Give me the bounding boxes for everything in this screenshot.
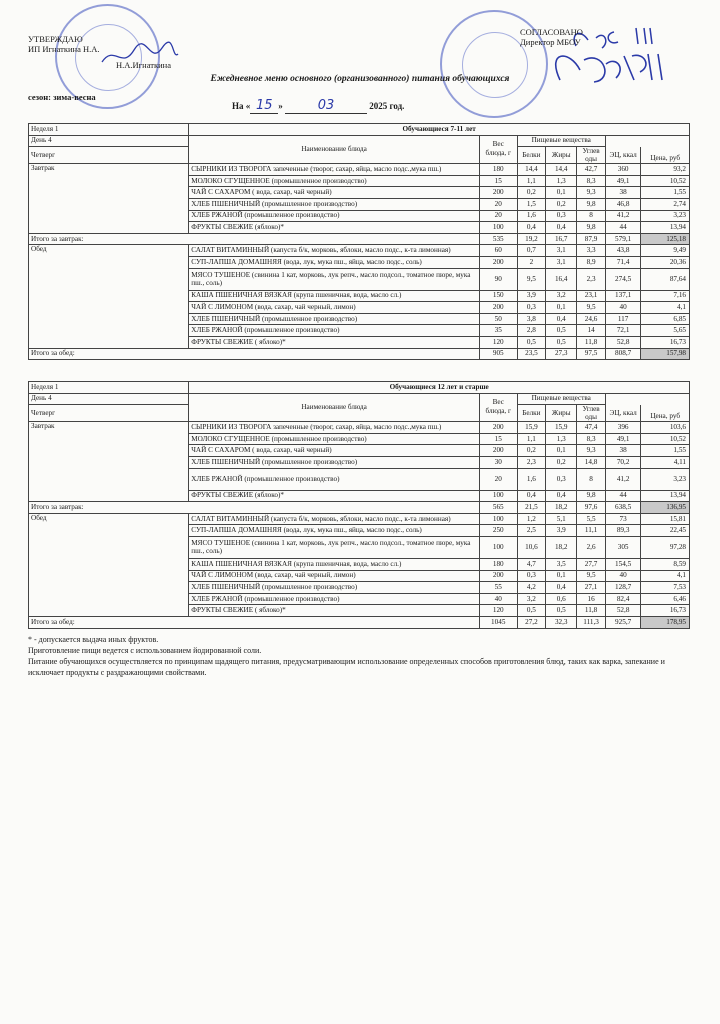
dish-price: 3,23	[641, 210, 690, 222]
dish-protein: 2,5	[517, 525, 546, 537]
dish-name: ХЛЕБ РЖАНОЙ (промышленное производство)	[189, 210, 480, 222]
dish-carb: 9,3	[577, 187, 606, 199]
dish-fat: 5,1	[546, 513, 577, 525]
dish-fat: 3,1	[546, 245, 577, 257]
meal-name: Завтрак	[29, 422, 189, 502]
dish-weight: 200	[479, 422, 517, 434]
dish-fat: 15,9	[546, 422, 577, 434]
dish-carb: 24,6	[577, 313, 606, 325]
agreed-block	[520, 27, 583, 47]
col-nutrients-header: Пищевые вещества	[517, 135, 605, 147]
dish-fat: 0,4	[546, 313, 577, 325]
dish-carb: 8,3	[577, 175, 606, 187]
dish-weight: 30	[479, 456, 517, 468]
dish-name: КАША ПШЕНИЧНАЯ ВЯЗКАЯ (крупа пшеничная, вода, масло сл.)	[189, 558, 480, 570]
weekday-label: Четверг	[29, 147, 189, 164]
dish-protein: 4,2	[517, 582, 546, 594]
total-carb: 87,9	[577, 233, 606, 245]
dish-weight: 50	[479, 313, 517, 325]
total-price: 136,95	[641, 502, 690, 514]
dish-price: 5,65	[641, 325, 690, 337]
dish-price: 6,85	[641, 313, 690, 325]
dish-name: ЧАЙ С ЛИМОНОМ (вода, сахар, чай черный, лимон)	[189, 302, 480, 314]
date-prefix: На «	[232, 101, 251, 111]
dish-name: ФРУКТЫ СВЕЖИЕ (яблоко)*	[189, 222, 480, 234]
dish-price: 6,46	[641, 593, 690, 605]
dish-protein: 1,1	[517, 433, 546, 445]
dish-energy: 44	[605, 490, 640, 502]
total-carb: 111,3	[577, 616, 606, 628]
group-title: Обучающиеся 12 лет и старше	[189, 382, 690, 394]
date-year: 2025 год.	[369, 101, 405, 111]
weekday-label: Четверг	[29, 405, 189, 422]
dish-energy: 89,3	[605, 525, 640, 537]
dish-price: 22,45	[641, 525, 690, 537]
dish-price: 13,94	[641, 490, 690, 502]
dish-protein: 0,2	[517, 187, 546, 199]
day-label: День 4	[29, 393, 189, 405]
dish-weight: 55	[479, 582, 517, 594]
dish-fat: 0,3	[546, 210, 577, 222]
dish-weight: 15	[479, 175, 517, 187]
table-row	[29, 422, 690, 434]
col-protein-header: Белки	[517, 405, 546, 422]
approve-name: ИП Игнаткина Н.А.	[28, 44, 100, 54]
agreed-title: Директор МБОУ	[520, 37, 581, 47]
dish-energy: 73	[605, 513, 640, 525]
dish-price: 1,55	[641, 187, 690, 199]
dish-energy: 360	[605, 164, 640, 176]
dish-fat: 0,4	[546, 582, 577, 594]
dish-weight: 200	[479, 302, 517, 314]
dish-protein: 1,6	[517, 210, 546, 222]
dish-name: САЛАТ ВИТАМИННЫЙ (капуста б/к, морковь, яблоки, масло подс., к-та лимонная)	[189, 245, 480, 257]
dish-name: ХЛЕБ РЖАНОЙ (промышленное производство)	[189, 325, 480, 337]
dish-energy: 43,8	[605, 245, 640, 257]
dish-fat: 14,4	[546, 164, 577, 176]
dish-carb: 14,8	[577, 456, 606, 468]
dish-weight: 120	[479, 605, 517, 617]
header-empty	[605, 393, 689, 405]
total-row	[29, 348, 690, 360]
approve-label: УТВЕРЖДАЮ	[28, 34, 83, 44]
total-energy: 579,1	[605, 233, 640, 245]
total-energy: 925,7	[605, 616, 640, 628]
dish-carb: 8	[577, 468, 606, 490]
dish-weight: 15	[479, 433, 517, 445]
meal-name: Завтрак	[29, 164, 189, 234]
dish-weight: 120	[479, 336, 517, 348]
dish-carb: 27,1	[577, 582, 606, 594]
dish-protein: 2	[517, 256, 546, 268]
footer-notes	[28, 634, 698, 678]
dish-fat: 0,5	[546, 325, 577, 337]
dish-energy: 396	[605, 422, 640, 434]
dish-name: ХЛЕБ РЖАНОЙ (промышленное производство)	[189, 468, 480, 490]
dish-weight: 200	[479, 256, 517, 268]
table-row	[29, 513, 690, 525]
col-weight-header: Вес блюда, г	[479, 393, 517, 422]
dish-fat: 16,4	[546, 268, 577, 290]
dish-name: ХЛЕБ ПШЕНИЧНЫЙ (промышленное производство)	[189, 198, 480, 210]
total-price: 157,98	[641, 348, 690, 360]
dish-energy: 44	[605, 222, 640, 234]
dish-weight: 40	[479, 593, 517, 605]
meal-name: Обед	[29, 513, 189, 616]
dish-weight: 100	[479, 490, 517, 502]
dish-weight: 20	[479, 198, 517, 210]
approve-signature-name: Н.А.Игнаткина	[116, 60, 171, 70]
header-empty	[605, 135, 689, 147]
dish-carb: 2,6	[577, 536, 606, 558]
day-label: День 4	[29, 135, 189, 147]
total-weight: 905	[479, 348, 517, 360]
total-label: Итого за завтрак:	[29, 502, 480, 514]
dish-weight: 200	[479, 445, 517, 457]
total-fat: 32,3	[546, 616, 577, 628]
footer-note-diet: Питание обучающихся осуществляется по принципам щадящего питания, предусматривающим использование определенных способов приготовления блюд, таких как варка, запекание и исключает продукты с раздражающими свойствами.	[28, 657, 665, 677]
col-protein-header: Белки	[517, 147, 546, 164]
dish-energy: 137,1	[605, 290, 640, 302]
total-weight: 565	[479, 502, 517, 514]
dish-energy: 117	[605, 313, 640, 325]
dish-price: 16,73	[641, 605, 690, 617]
dish-price: 7,53	[641, 582, 690, 594]
dish-weight: 200	[479, 187, 517, 199]
dish-protein: 0,7	[517, 245, 546, 257]
dish-fat: 0,2	[546, 198, 577, 210]
total-carb: 97,5	[577, 348, 606, 360]
dish-name: ХЛЕБ ПШЕНИЧНЫЙ (промышленное производство)	[189, 313, 480, 325]
dish-energy: 49,1	[605, 175, 640, 187]
col-energy-header: ЭЦ, ккал	[605, 147, 640, 164]
dish-fat: 0,6	[546, 593, 577, 605]
menu-table-7-11	[28, 123, 690, 360]
dish-energy: 41,2	[605, 210, 640, 222]
total-fat: 27,3	[546, 348, 577, 360]
dish-name: ФРУКТЫ СВЕЖИЕ ( яблоко)*	[189, 336, 480, 348]
dish-protein: 1,5	[517, 198, 546, 210]
dish-protein: 0,2	[517, 445, 546, 457]
week-label: Неделя 1	[29, 382, 189, 394]
total-label: Итого за обед:	[29, 616, 480, 628]
dish-carb: 8	[577, 210, 606, 222]
total-price: 178,95	[641, 616, 690, 628]
dish-price: 8,59	[641, 558, 690, 570]
dish-name: ФРУКТЫ СВЕЖИЕ ( яблоко)*	[189, 605, 480, 617]
total-protein: 19,2	[517, 233, 546, 245]
season-label: сезон: зима-весна	[28, 92, 96, 102]
dish-fat: 0,1	[546, 302, 577, 314]
dish-carb: 23,1	[577, 290, 606, 302]
menu-table-12-plus	[28, 381, 690, 629]
dish-protein: 0,3	[517, 302, 546, 314]
total-row	[29, 233, 690, 245]
dish-weight: 150	[479, 290, 517, 302]
col-weight-header: Вес блюда, г	[479, 135, 517, 164]
dish-energy: 46,8	[605, 198, 640, 210]
dish-price: 16,73	[641, 336, 690, 348]
dish-weight: 250	[479, 525, 517, 537]
dish-protein: 0,4	[517, 490, 546, 502]
dish-carb: 11,1	[577, 525, 606, 537]
dish-price: 4,11	[641, 456, 690, 468]
dish-weight: 20	[479, 468, 517, 490]
dish-protein: 1,1	[517, 175, 546, 187]
dish-price: 4,1	[641, 302, 690, 314]
page-title: Ежедневное меню основного (организованного) питания обучающихся	[210, 74, 510, 84]
dish-protein: 1,6	[517, 468, 546, 490]
dish-protein: 3,8	[517, 313, 546, 325]
dish-carb: 8,3	[577, 433, 606, 445]
total-row	[29, 616, 690, 628]
dish-fat: 3,9	[546, 525, 577, 537]
date-month: 03	[285, 98, 367, 114]
agreed-label: СОГЛАСОВАНО	[520, 27, 583, 37]
dish-fat: 0,2	[546, 456, 577, 468]
dish-carb: 9,3	[577, 445, 606, 457]
total-label: Итого за обед:	[29, 348, 480, 360]
dish-fat: 1,3	[546, 175, 577, 187]
table-row	[29, 164, 690, 176]
total-energy: 808,7	[605, 348, 640, 360]
dish-price: 9,49	[641, 245, 690, 257]
dish-protein: 3,9	[517, 290, 546, 302]
dish-protein: 9,5	[517, 268, 546, 290]
group-title: Обучающиеся 7-11 лет	[189, 124, 690, 136]
dish-weight: 60	[479, 245, 517, 257]
dish-weight: 100	[479, 536, 517, 558]
approval-block	[28, 34, 171, 70]
dish-fat: 0,1	[546, 445, 577, 457]
dish-energy: 52,8	[605, 336, 640, 348]
footer-note-fruit: * - допускается выдача иных фруктов.	[28, 635, 159, 644]
dish-carb: 27,7	[577, 558, 606, 570]
dish-protein: 2,3	[517, 456, 546, 468]
dish-name: СЫРНИКИ ИЗ ТВОРОГА запеченные (творог, сахар, яйца, масло подс.,мука пш.)	[189, 422, 480, 434]
dish-energy: 38	[605, 187, 640, 199]
dish-fat: 3,1	[546, 256, 577, 268]
dish-weight: 35	[479, 325, 517, 337]
dish-energy: 82,4	[605, 593, 640, 605]
dish-weight: 100	[479, 513, 517, 525]
dish-protein: 14,4	[517, 164, 546, 176]
dish-carb: 42,7	[577, 164, 606, 176]
dish-energy: 71,4	[605, 256, 640, 268]
dish-carb: 3,3	[577, 245, 606, 257]
col-dish-header: Наименование блюда	[189, 393, 480, 422]
dish-energy: 70,2	[605, 456, 640, 468]
dish-price: 7,16	[641, 290, 690, 302]
col-price-header: Цена, руб	[641, 405, 690, 422]
dish-protein: 0,4	[517, 222, 546, 234]
dish-price: 103,6	[641, 422, 690, 434]
dish-fat: 0,1	[546, 187, 577, 199]
total-label: Итого за завтрак:	[29, 233, 480, 245]
col-price-header: Цена, руб	[641, 147, 690, 164]
dish-protein: 15,9	[517, 422, 546, 434]
dish-energy: 52,8	[605, 605, 640, 617]
col-carb-header: Углев оды	[577, 405, 606, 422]
dish-price: 10,52	[641, 175, 690, 187]
dish-name: МЯСО ТУШЕНОЕ (свинина 1 кат, морковь, лук репч., масло подсол., томатное пюре, мука пш., соль)	[189, 268, 480, 290]
total-carb: 97,6	[577, 502, 606, 514]
dish-price: 1,55	[641, 445, 690, 457]
dish-carb: 9,5	[577, 570, 606, 582]
total-row	[29, 502, 690, 514]
dish-carb: 14	[577, 325, 606, 337]
col-fat-header: Жиры	[546, 147, 577, 164]
dish-carb: 11,8	[577, 605, 606, 617]
dish-name: ФРУКТЫ СВЕЖИЕ (яблоко)*	[189, 490, 480, 502]
dish-name: ХЛЕБ РЖАНОЙ (промышленное производство)	[189, 593, 480, 605]
total-price: 125,18	[641, 233, 690, 245]
table-row	[29, 245, 690, 257]
dish-carb: 11,8	[577, 336, 606, 348]
dish-energy: 72,1	[605, 325, 640, 337]
dish-name: СУП-ЛАПША ДОМАШНЯЯ (вода, лук, мука пш., яйца, масло подс., соль)	[189, 525, 480, 537]
dish-energy: 154,5	[605, 558, 640, 570]
total-protein: 27,2	[517, 616, 546, 628]
dish-carb: 9,5	[577, 302, 606, 314]
dish-name: МЯСО ТУШЕНОЕ (свинина 1 кат, морковь, лук репч., масло подсол., томатное пюре, мука пш., соль)	[189, 536, 480, 558]
total-protein: 23,5	[517, 348, 546, 360]
dish-energy: 40	[605, 302, 640, 314]
dish-name: ЧАЙ С САХАРОМ ( вода, сахар, чай черный)	[189, 187, 480, 199]
dish-price: 10,52	[641, 433, 690, 445]
col-carb-header: Углев оды	[577, 147, 606, 164]
dish-fat: 0,5	[546, 336, 577, 348]
dish-fat: 0,4	[546, 222, 577, 234]
dish-energy: 38	[605, 445, 640, 457]
total-protein: 21,5	[517, 502, 546, 514]
dish-energy: 128,7	[605, 582, 640, 594]
dish-carb: 16	[577, 593, 606, 605]
dish-carb: 9,8	[577, 198, 606, 210]
dish-name: ХЛЕБ ПШЕНИЧНЫЙ (промышленное производство)	[189, 582, 480, 594]
dish-fat: 3,2	[546, 290, 577, 302]
dish-energy: 305	[605, 536, 640, 558]
total-weight: 1045	[479, 616, 517, 628]
dish-carb: 9,8	[577, 490, 606, 502]
meal-name: Обед	[29, 245, 189, 348]
date-day: 15	[250, 98, 278, 114]
dish-carb: 9,8	[577, 222, 606, 234]
dish-carb: 5,5	[577, 513, 606, 525]
dish-name: МОЛОКО СГУЩЕННОЕ (промышленное производство)	[189, 175, 480, 187]
dish-protein: 10,6	[517, 536, 546, 558]
week-label: Неделя 1	[29, 124, 189, 136]
dish-carb: 2,3	[577, 268, 606, 290]
total-energy: 638,5	[605, 502, 640, 514]
dish-name: САЛАТ ВИТАМИННЫЙ (капуста б/к, морковь, яблоки, масло подс., к-та лимонная)	[189, 513, 480, 525]
dish-energy: 49,1	[605, 433, 640, 445]
dish-price: 3,23	[641, 468, 690, 490]
dish-energy: 40	[605, 570, 640, 582]
dish-protein: 0,3	[517, 570, 546, 582]
dish-name: СЫРНИКИ ИЗ ТВОРОГА запеченные (творог, сахар, яйца, масло подс.,мука пш.)	[189, 164, 480, 176]
dish-energy: 41,2	[605, 468, 640, 490]
total-fat: 18,2	[546, 502, 577, 514]
col-nutrients-header: Пищевые вещества	[517, 393, 605, 405]
dish-name: СУП-ЛАПША ДОМАШНЯЯ (вода, лук, мука пш., яйца, масло подс., соль)	[189, 256, 480, 268]
dish-weight: 90	[479, 268, 517, 290]
dish-weight: 100	[479, 222, 517, 234]
dish-weight: 200	[479, 570, 517, 582]
dish-name: КАША ПШЕНИЧНАЯ ВЯЗКАЯ (крупа пшеничная, вода, масло сл.)	[189, 290, 480, 302]
dish-fat: 3,5	[546, 558, 577, 570]
dish-protein: 0,5	[517, 605, 546, 617]
col-energy-header: ЭЦ, ккал	[605, 405, 640, 422]
dish-fat: 0,5	[546, 605, 577, 617]
dish-fat: 0,4	[546, 490, 577, 502]
dish-carb: 8,9	[577, 256, 606, 268]
dish-price: 2,74	[641, 198, 690, 210]
total-weight: 535	[479, 233, 517, 245]
dish-price: 13,94	[641, 222, 690, 234]
dish-protein: 0,5	[517, 336, 546, 348]
dish-carb: 47,4	[577, 422, 606, 434]
col-dish-header: Наименование блюда	[189, 135, 480, 164]
dish-energy: 274,5	[605, 268, 640, 290]
dish-fat: 1,3	[546, 433, 577, 445]
dish-price: 93,2	[641, 164, 690, 176]
dish-protein: 2,8	[517, 325, 546, 337]
footer-note-salt: Приготовление пищи ведется с использованием йодированной соли.	[28, 646, 262, 655]
col-fat-header: Жиры	[546, 405, 577, 422]
dish-price: 4,1	[641, 570, 690, 582]
total-fat: 16,7	[546, 233, 577, 245]
dish-price: 97,28	[641, 536, 690, 558]
dish-protein: 4,7	[517, 558, 546, 570]
dish-fat: 18,2	[546, 536, 577, 558]
dish-protein: 3,2	[517, 593, 546, 605]
dish-name: МОЛОКО СГУЩЕННОЕ (промышленное производство)	[189, 433, 480, 445]
dish-weight: 20	[479, 210, 517, 222]
dish-weight: 180	[479, 164, 517, 176]
dish-weight: 180	[479, 558, 517, 570]
dish-fat: 0,3	[546, 468, 577, 490]
dish-protein: 1,2	[517, 513, 546, 525]
dish-price: 15,81	[641, 513, 690, 525]
dish-price: 20,36	[641, 256, 690, 268]
date-mid: »	[278, 101, 283, 111]
dish-name: ХЛЕБ ПШЕНИЧНЫЙ (промышленное производство)	[189, 456, 480, 468]
dish-name: ЧАЙ С САХАРОМ ( вода, сахар, чай черный)	[189, 445, 480, 457]
dish-fat: 0,1	[546, 570, 577, 582]
menu-date	[232, 98, 404, 114]
dish-name: ЧАЙ С ЛИМОНОМ (вода, сахар, чай черный, лимон)	[189, 570, 480, 582]
dish-price: 87,64	[641, 268, 690, 290]
